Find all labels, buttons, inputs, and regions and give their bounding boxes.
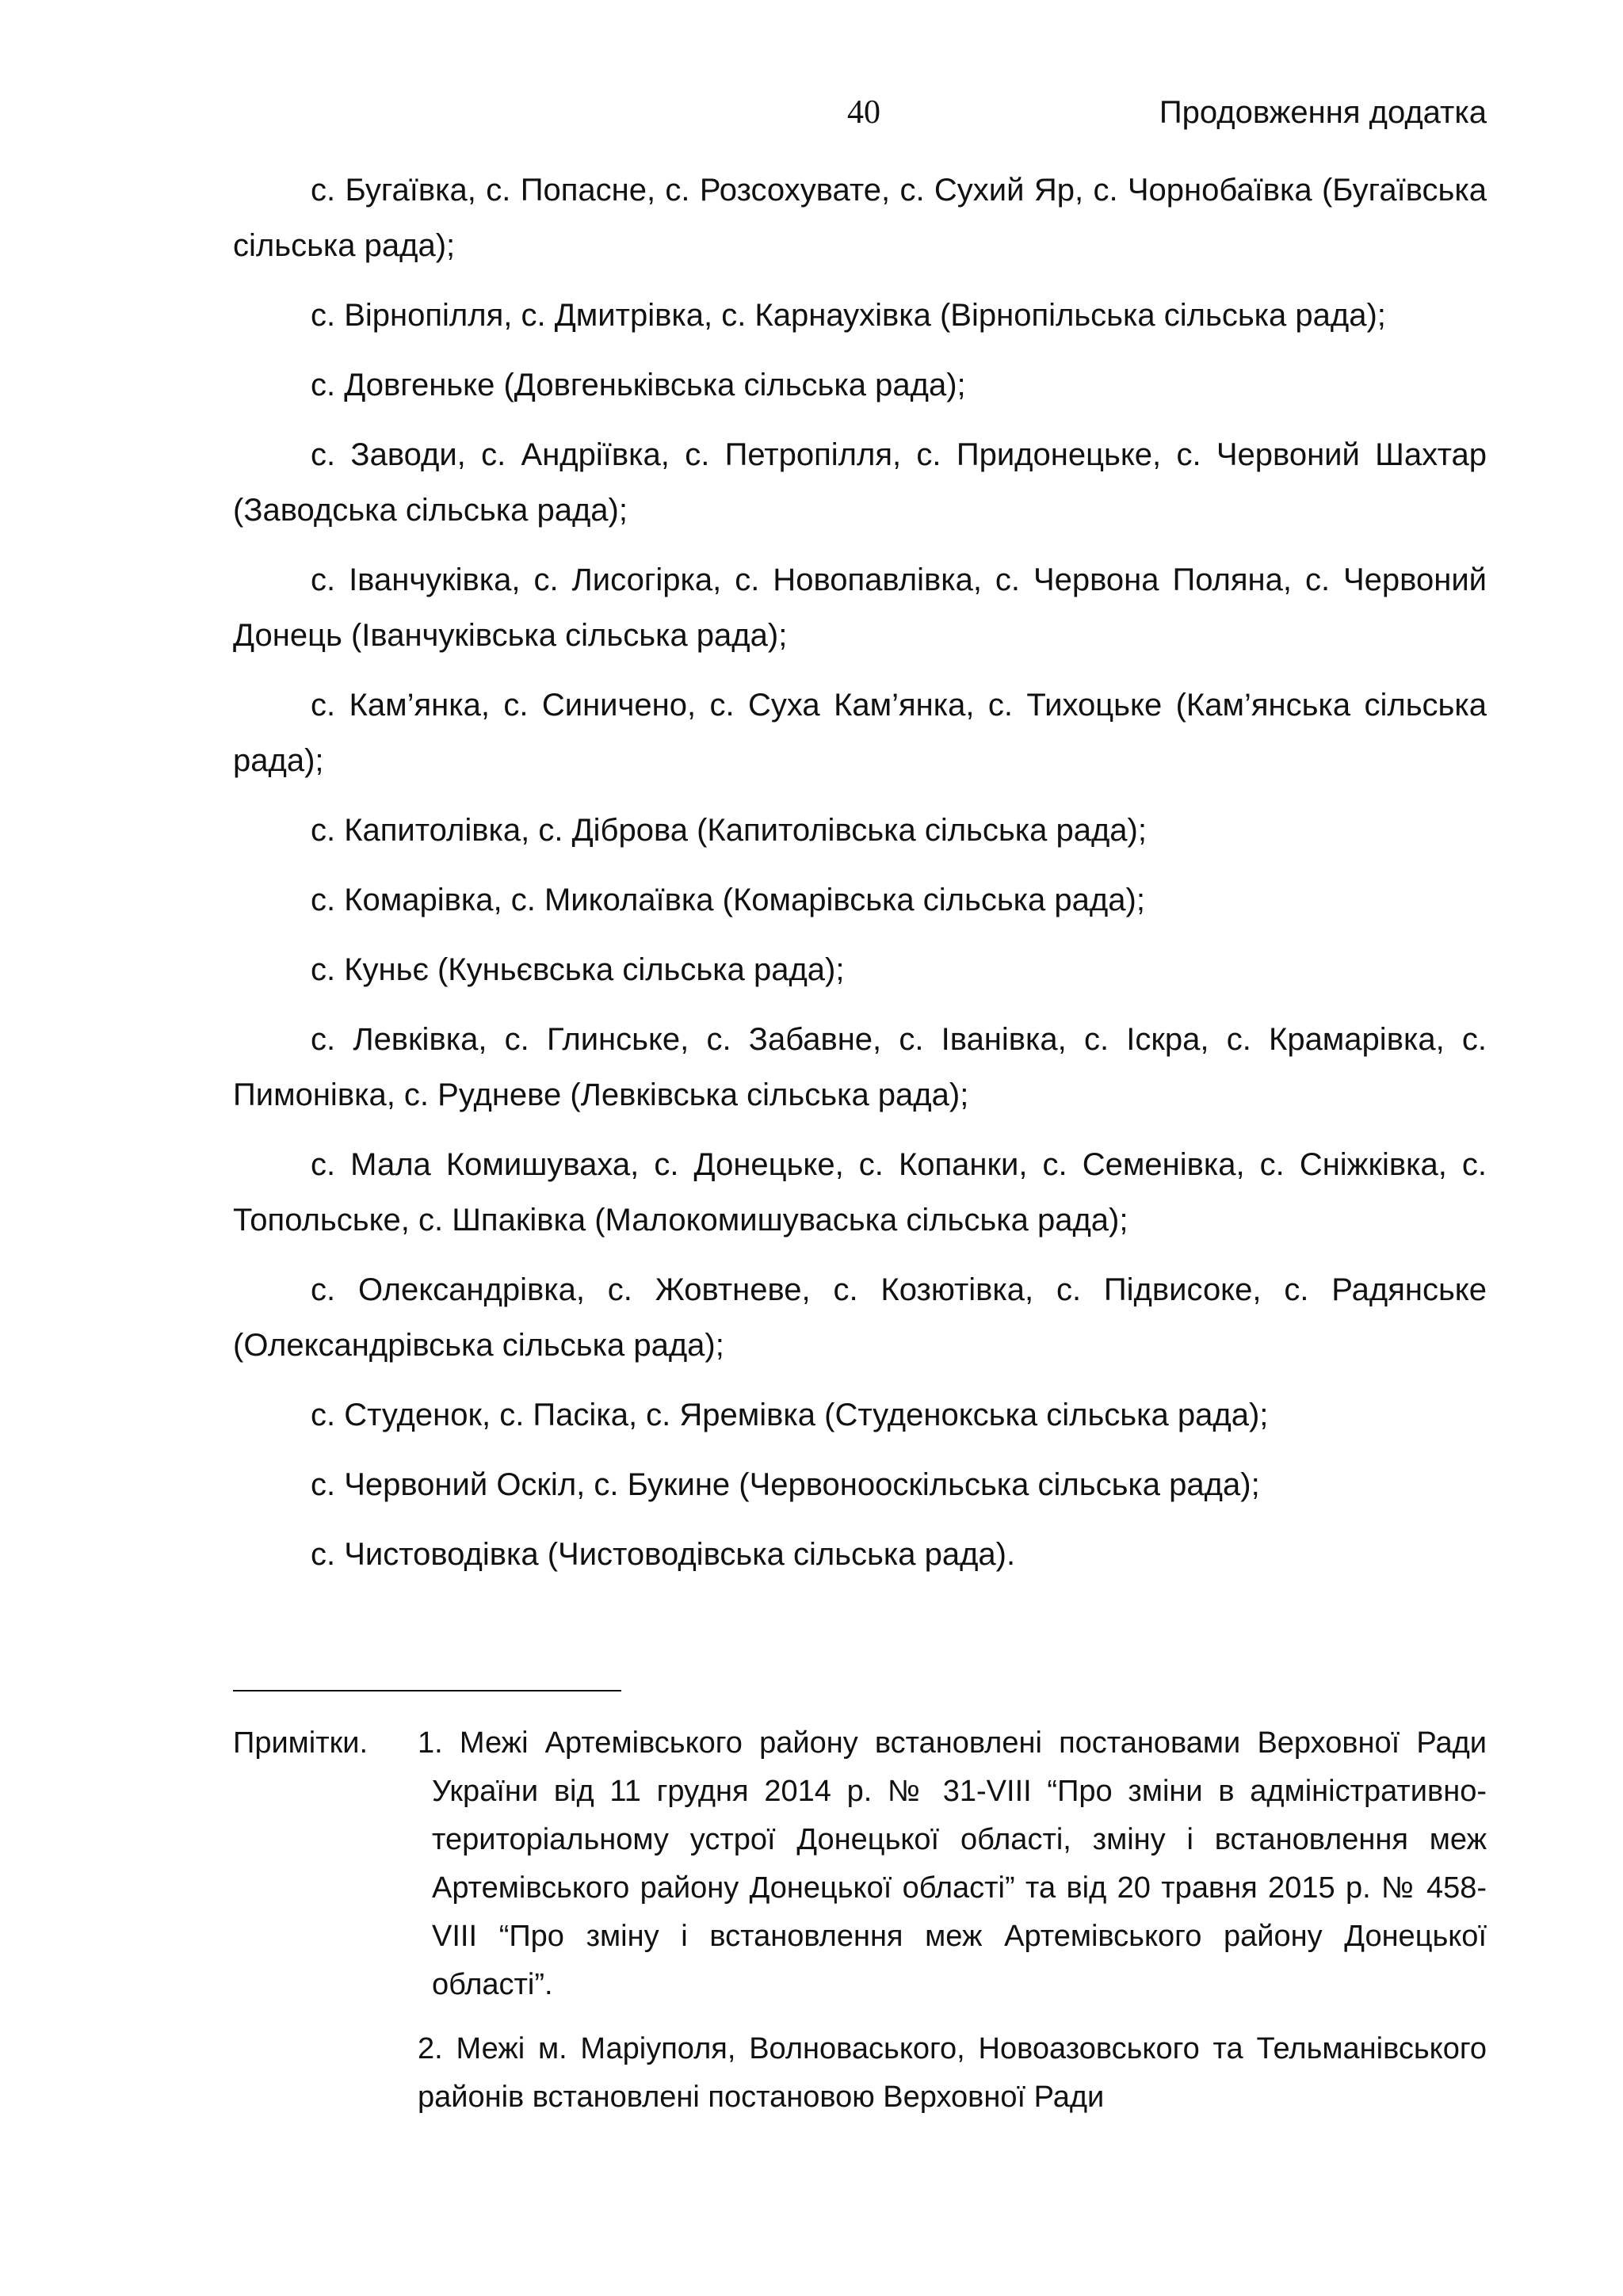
list-item: с. Іванчуківка, с. Лисогірка, с. Новопавлівка, с. Червона Поляна, с. Червоний Донець (Іванчуківська сільська рада); <box>233 563 1487 653</box>
notes-section <box>233 1719 1487 2138</box>
list-item: с. Олександрівка, с. Жовтневе, с. Козютівка, с. Підвисоке, с. Радянське (Олександрівська сільська рада); <box>233 1272 1487 1363</box>
list-item: с. Кам’янка, с. Синичено, с. Суха Кам’янка, с. Тихоцьке (Кам’янська сільська рада); <box>233 688 1487 778</box>
list-item: с. Капитолівка, с. Діброва (Капитолівська сільська рада); <box>311 813 1147 848</box>
list-item: с. Студенок, с. Пасіка, с. Яремівка (Студенокська сільська рада); <box>311 1398 1269 1432</box>
footnote-divider <box>233 1690 621 1691</box>
note-item: 1. Межі Артемівського району встановлені постановами Верховної Ради України від 11 грудня 2014 р. № 31-VIII “Про зміни в адміністративно-територіальному устрої Донецької області, зміну і встановлення меж Артемівського району Донецької області” та від 20 травня 2015 р. № 458-VIII “Про зміну і встановлення меж Артемівського району Донецької області”. <box>418 1726 1487 2001</box>
list-item: с. Левківка, с. Глинське, с. Забавне, с. Іванівка, с. Іскра, с. Крамарівка, с. Пимонівка, с. Рудневе (Левківська сільська рада); <box>233 1022 1487 1112</box>
notes-body <box>418 1719 1487 2122</box>
list-item: с. Чистоводівка (Чистоводівська сільська рада). <box>311 1537 1016 1572</box>
notes-label: Примітки. <box>233 1726 369 1760</box>
list-item: с. Мала Комишуваха, с. Донецьке, с. Копанки, с. Семенівка, с. Сніжківка, с. Топольське, с. Шпаківка (Малокомишуваська сільська рада); <box>233 1147 1487 1238</box>
list-item: с. Куньє (Куньєвська сільська рада); <box>311 952 845 987</box>
list-item: с. Вірнопілля, с. Дмитрівка, с. Карнаухівка (Вірнопільська сільська рада); <box>311 298 1386 333</box>
list-item: с. Заводи, с. Андріївка, с. Петропілля, с. Придонецьке, с. Червоний Шахтар (Заводська сільська рада); <box>233 437 1487 528</box>
list-item: с. Червоний Оскіл, с. Букине (Червоноoскільська сільська рада); <box>311 1467 1260 1502</box>
settlement-list <box>233 162 1487 1596</box>
page-number: 40 <box>847 94 880 131</box>
list-item: с. Комарівка, с. Миколаївка (Комарівська сільська рада); <box>311 883 1145 917</box>
list-item: с. Бугаївка, с. Попасне, с. Розсохувате, с. Сухий Яр, с. Чорнобаївка (Бугаївська сільська рада); <box>233 173 1487 263</box>
list-item: с. Довгеньке (Довгеньківська сільська рада); <box>311 368 966 402</box>
note-item: 2. Межі м. Маріуполя, Волноваського, Новоазовського та Тельманівського районів встановлені постановою Верховної Ради <box>418 2032 1487 2114</box>
running-title: Продовження додатка <box>1159 95 1487 130</box>
